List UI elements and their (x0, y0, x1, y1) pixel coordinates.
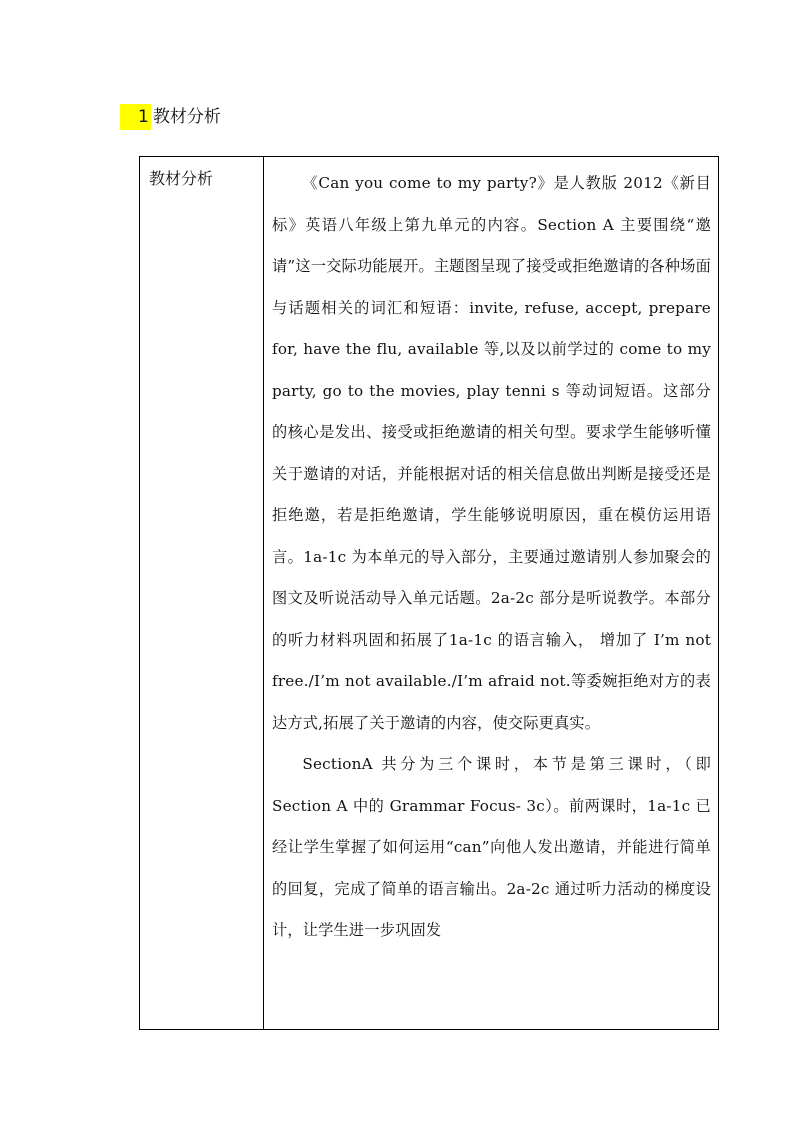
table-row (140, 157, 719, 1030)
content-body (264, 157, 718, 1029)
content-cell (264, 157, 719, 1030)
row-label: 教材分析 (149, 169, 214, 188)
section-title: 教材分析 (152, 107, 221, 127)
section-number: 1 (120, 104, 151, 130)
analysis-table (139, 156, 719, 1030)
label-cell (140, 157, 264, 1030)
section-heading (120, 104, 221, 130)
paragraph-1: 《Can you come to my party?》是人教版 2012《新目标》英语八年级上第九单元的内容。Section A 主要围绕“邀请”这一交际功能展开。主题图呈现了接受或拒绝邀请的各种场面与话题相关的词汇和短语：invite, refuse, accept, prepare for, have the flu, available 等,以及以前学过的 come to my party, go to the movies, play tenni s 等动词短语。这部分的核心是发出、接受或拒绝邀请的相关句型。要求学生能够听懂关于邀请的对话，并能根据对话的相关信息做出判断是接受还是拒绝邀，若是拒绝邀请，学生能够说明原因，重在模仿运用语言。1a-1c 为本单元的导入部分，主要通过邀请别人参加聚会的图文及听说活动导入单元话题。2a-2c 部分是听说教学。本部分的听力材料巩固和拓展了1a-1c 的语言输入， 增加了 I’m not free./I’m not available./I’m afraid not.等委婉拒绝对方的表达方式,拓展了关于邀请的内容，使交际更真实。 (272, 174, 711, 732)
paragraph-2: SectionA 共分为三个课时，本节是第三课时，（即 Section A 中的 Grammar Focus- 3c）。前两课时，1a-1c 已经让学生掌握了如何运用“can”向他人发出邀请，并能进行简单的回复，完成了简单的语言输出。2a-2c 通过听力活动的梯度设计，让学生进一步巩固发 (272, 755, 711, 939)
